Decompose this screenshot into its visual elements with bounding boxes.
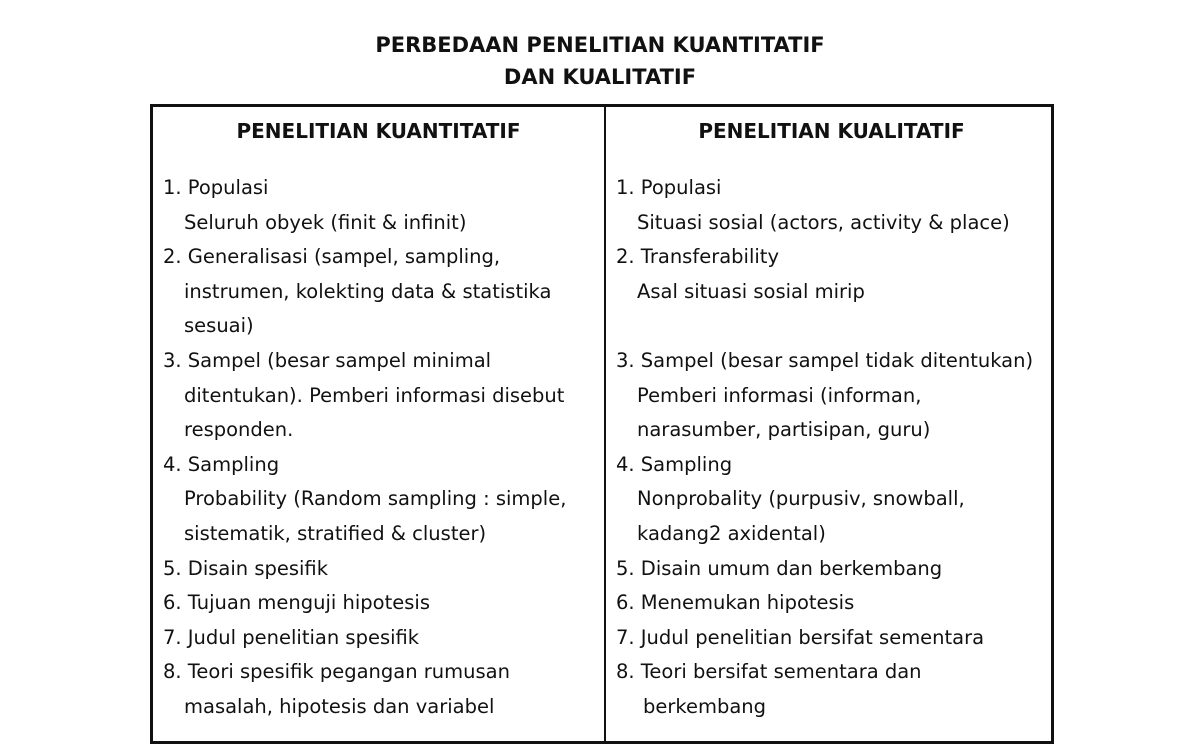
list-item: sesuai) [184, 314, 254, 338]
list-item: 6. Tujuan menguji hipotesis [163, 591, 430, 615]
list-item: instrumen, kolekting data & statistika [184, 279, 552, 303]
list-item: Probability (Random sampling : simple, [184, 487, 567, 511]
list-item: 5. Disain umum dan berkembang [616, 556, 943, 580]
list-item: kadang2 axidental) [637, 521, 826, 545]
list-item: ditentukan). Pemberi informasi disebut [184, 383, 565, 407]
list-item: 8. Teori spesifik pegangan rumusan [163, 660, 510, 684]
list-item: 7. Judul penelitian bersifat sementara [616, 625, 985, 649]
quantitative-column [153, 107, 604, 741]
list-item: 8. Teori bersifat sementara dan [616, 660, 922, 684]
list-item: masalah, hipotesis dan variabel [184, 694, 495, 718]
list-item: sistematik, stratified & cluster) [184, 521, 487, 545]
list-item: berkembang [643, 694, 767, 718]
page-title-line-1: PERBEDAAN PENELITIAN KUANTITATIF [375, 33, 825, 57]
list-item: responden. [184, 418, 294, 442]
list-item: 3. Sampel (besar sampel minimal [163, 348, 492, 372]
list-item: narasumber, partisipan, guru) [637, 418, 931, 442]
qualitative-list [616, 171, 1053, 725]
list-item: Asal situasi sosial mirip [637, 279, 865, 303]
list-item: 1. Populasi [616, 176, 722, 199]
list-item: 7. Judul penelitian spesifik [163, 625, 420, 649]
comparison-table [150, 104, 1054, 744]
list-item: Pemberi informasi (informan, [637, 383, 922, 407]
list-item: 4. Sampling [163, 452, 280, 476]
list-item: 6. Menemukan hipotesis [616, 591, 855, 615]
quantitative-list [163, 171, 600, 725]
qualitative-header: PENELITIAN KUALITATIF [698, 119, 965, 143]
list-item: 5. Disain spesifik [163, 556, 329, 580]
list-item: 1. Populasi [163, 176, 269, 199]
list-item: 2. Generalisasi (sampel, sampling, [163, 245, 501, 269]
list-item: Nonprobality (purpusiv, snowball, [637, 487, 965, 511]
list-item: Seluruh obyek (finit & infinit) [184, 210, 467, 234]
list-item-blank [616, 309, 1053, 344]
list-item: 4. Sampling [616, 452, 733, 476]
qualitative-column [606, 107, 1057, 741]
quantitative-header: PENELITIAN KUANTITATIF [236, 119, 521, 143]
list-item: 3. Sampel (besar sampel tidak ditentukan) [616, 348, 1034, 372]
page-title-line-2: DAN KUALITATIF [503, 65, 697, 89]
list-item: 2. Transferability [616, 245, 779, 269]
list-item: Situasi sosial (actors, activity & place) [637, 210, 1010, 234]
